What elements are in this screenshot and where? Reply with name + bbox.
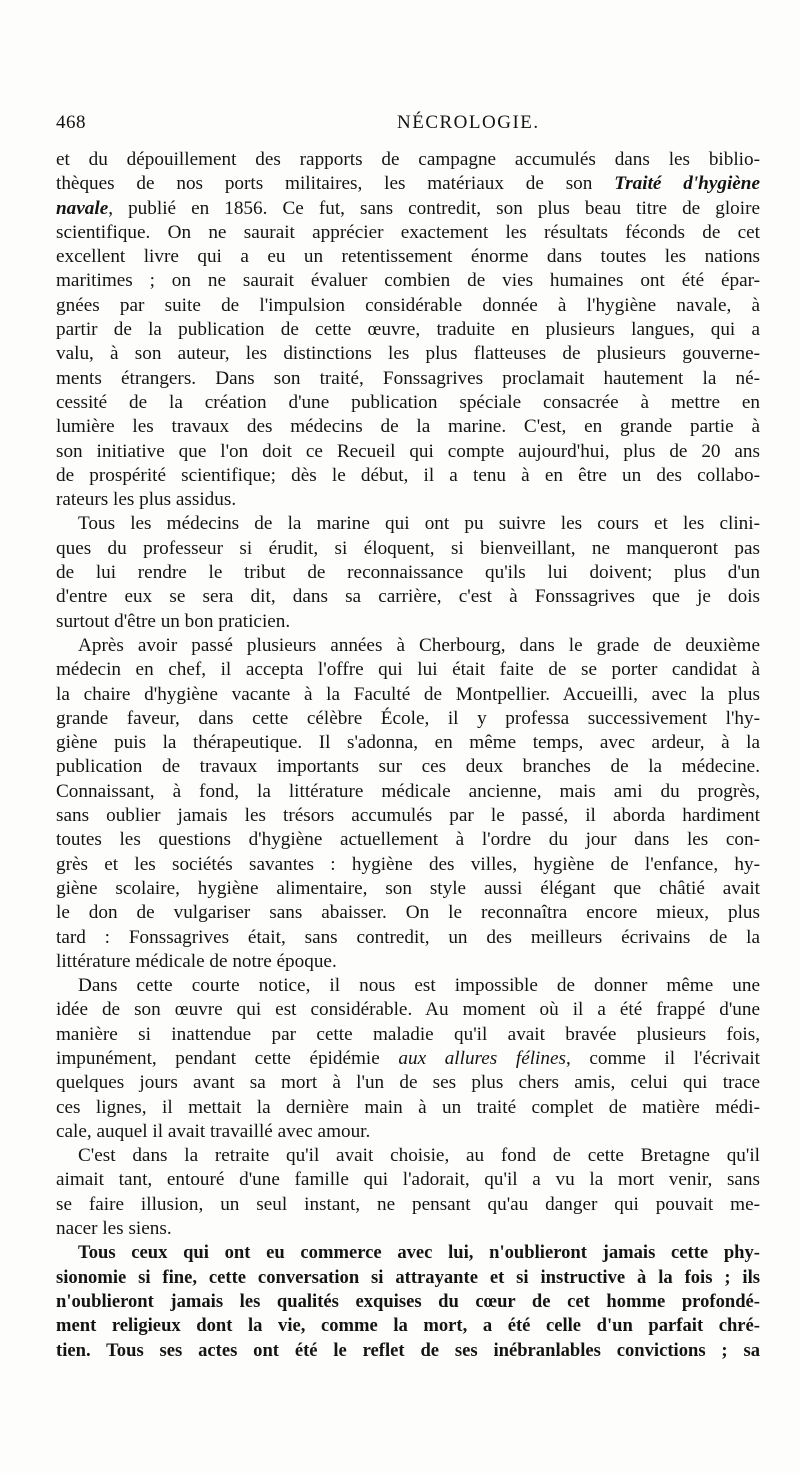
text-line: aimait tant, entouré d'une famille qui l'adorait, qu'il a vu la mort venir, sans (56, 1169, 760, 1191)
text-line: excellent livre qui a eu un retentissement énorme dans toutes les nations (56, 246, 760, 268)
text-line: son initiative que l'on doit ce Recueil qui compte aujourd'hui, plus de 20 ans (56, 440, 760, 462)
text-line: Après avoir passé plusieurs années à Cherbourg, dans le grade de deuxième (78, 634, 760, 656)
page-number: 468 (56, 112, 86, 133)
text-line: de prospérité scientifique; dès le début, il a tenu à en être un des collabo- (56, 464, 760, 486)
book-title-emphasis: Traité d'hygiène (614, 173, 760, 195)
text-line: n'oublieront jamais les qualités exquises du cœur de cet homme profondé- (56, 1290, 760, 1312)
paragraph (56, 1241, 760, 1362)
text-line: ments étrangers. Dans son traité, Fonssagrives proclamait hautement la né- (56, 367, 760, 389)
text-line: gnées par suite de l'impulsion considérable donnée à l'hygiène navale, à (56, 294, 760, 316)
text-line: partir de la publication de cette œuvre, traduite en plusieurs langues, qui a (56, 319, 760, 341)
text-line: giène puis la thérapeutique. Il s'adonna, en même temps, avec ardeur, à la (56, 732, 760, 754)
text-span: , publié en 1856. Ce fut, sans contredit, son plus beau titre de gloire (108, 197, 760, 219)
text-line: et du dépouillement des rapports de campagne accumulés dans les biblio- (56, 149, 760, 170)
text-line: ces lignes, il mettait la dernière main à un traité complet de matière médi- (56, 1096, 760, 1118)
quote-emphasis: aux allures félines (398, 1047, 566, 1069)
text-line: idée de son œuvre qui est considérable. Au moment où il a été frappé d'une (56, 999, 760, 1021)
text-line: giène scolaire, hygiène alimentaire, son style aussi élégant que châtié avait (56, 877, 760, 899)
paragraph (56, 1144, 760, 1241)
text-line: toutes les questions d'hygiène actuellement à l'ordre du jour dans les con- (56, 829, 760, 851)
text-line: tard : Fonssagrives était, sans contredit, un des meilleurs écrivains de la (56, 926, 760, 948)
text-line: manière si inattendue par cette maladie qu'il avait bravée plusieurs fois, (56, 1023, 760, 1045)
text-line: quelques jours avant sa mort à l'un de ses plus chers amis, celui qui trace (56, 1072, 760, 1094)
text-line: cessité de la création d'une publication spéciale consacrée à mettre en (56, 391, 760, 413)
text-line: sans oublier jamais les trésors accumulés par le passé, il aborda hardiment (56, 805, 760, 827)
text-line (56, 172, 760, 196)
book-title-emphasis-cont: navale (56, 197, 109, 219)
text-line: se faire illusion, un seul instant, ne pensant qu'au danger qui pouvait me- (56, 1193, 760, 1215)
text-line: Tous ceux qui ont eu commerce avec lui, n'oublieront jamais cette phy- (78, 1242, 760, 1264)
text-span: , comme il l'écrivait (565, 1047, 760, 1069)
paragraph (56, 634, 760, 974)
text-line: grande faveur, dans cette célèbre École, il y professa successivement l'hy- (56, 707, 760, 729)
text-line: surtout d'être un bon praticien. (56, 610, 291, 632)
text-line: maritimes ; on ne saurait évaluer combien de vies humaines ont été épar- (56, 270, 760, 292)
text-line: rateurs les plus assidus. (56, 489, 237, 511)
text-line: ques du professeur si érudit, si éloquent, si bienveillant, ne manqueront pas (56, 537, 760, 559)
text-line: publication de travaux importants sur ces deux branches de la médecine. (56, 756, 760, 778)
text-line: tien. Tous ses actes ont été le reflet de ses inébranlables convictions ; sa (56, 1339, 760, 1361)
text-line: la chaire d'hygiène vacante à la Faculté de Montpellier. Accueilli, avec la plus (56, 683, 760, 705)
text-line: ment religieux dont la vie, comme la mort, a été celle d'un parfait chré- (56, 1315, 760, 1337)
running-header (56, 112, 756, 140)
text-line: valu, à son auteur, les distinctions les plus flatteuses de plusieurs gouverne- (56, 343, 760, 365)
text-line: Dans cette courte notice, il nous est impossible de donner même une (78, 975, 760, 997)
text-line: nacer les siens. (56, 1218, 172, 1240)
text-span: thèques de nos ports militaires, les matériaux de son (56, 173, 593, 195)
text-line: d'entre eux se sera dit, dans sa carrière, c'est à Fonssagrives que je dois (56, 586, 760, 608)
text-line: Connaissant, à fond, la littérature médicale ancienne, mais ami du progrès, (56, 780, 760, 802)
body-text (56, 148, 760, 1363)
running-title: NÉCROLOGIE. (397, 112, 540, 133)
text-line: grès et les sociétés savantes : hygiène des villes, hygiène de l'enfance, hy- (56, 853, 760, 875)
text-line: scientifique. On ne saurait apprécier exactement les résultats féconds de cet (56, 221, 760, 243)
text-span: impunément, pendant cette épidémie (56, 1047, 380, 1069)
paragraph (56, 148, 760, 512)
paragraph (56, 974, 760, 1144)
text-line: sionomie si fine, cette conversation si attrayante et si instructive à la fois ; ils (56, 1266, 760, 1288)
text-line (56, 1047, 760, 1071)
text-line: lumière les travaux des médecins de la marine. C'est, en grande partie à (56, 416, 760, 438)
text-line: cale, auquel il avait travaillé avec amour. (56, 1120, 371, 1142)
text-line: de lui rendre le tribut de reconnaissance qu'ils lui doivent; plus d'un (56, 562, 760, 584)
text-line: C'est dans la retraite qu'il avait choisie, au fond de cette Bretagne qu'il (78, 1145, 760, 1167)
text-line: Tous les médecins de la marine qui ont pu suivre les cours et les clini- (78, 513, 760, 535)
text-line: médecin en chef, il accepta l'offre qui lui était faite de se porter candidat à (56, 659, 760, 681)
text-line: le don de vulgariser sans abaisser. On le reconnaîtra encore mieux, plus (56, 902, 760, 924)
text-line (56, 197, 760, 221)
paragraph (56, 512, 760, 633)
text-line: littérature médicale de notre époque. (56, 950, 337, 972)
